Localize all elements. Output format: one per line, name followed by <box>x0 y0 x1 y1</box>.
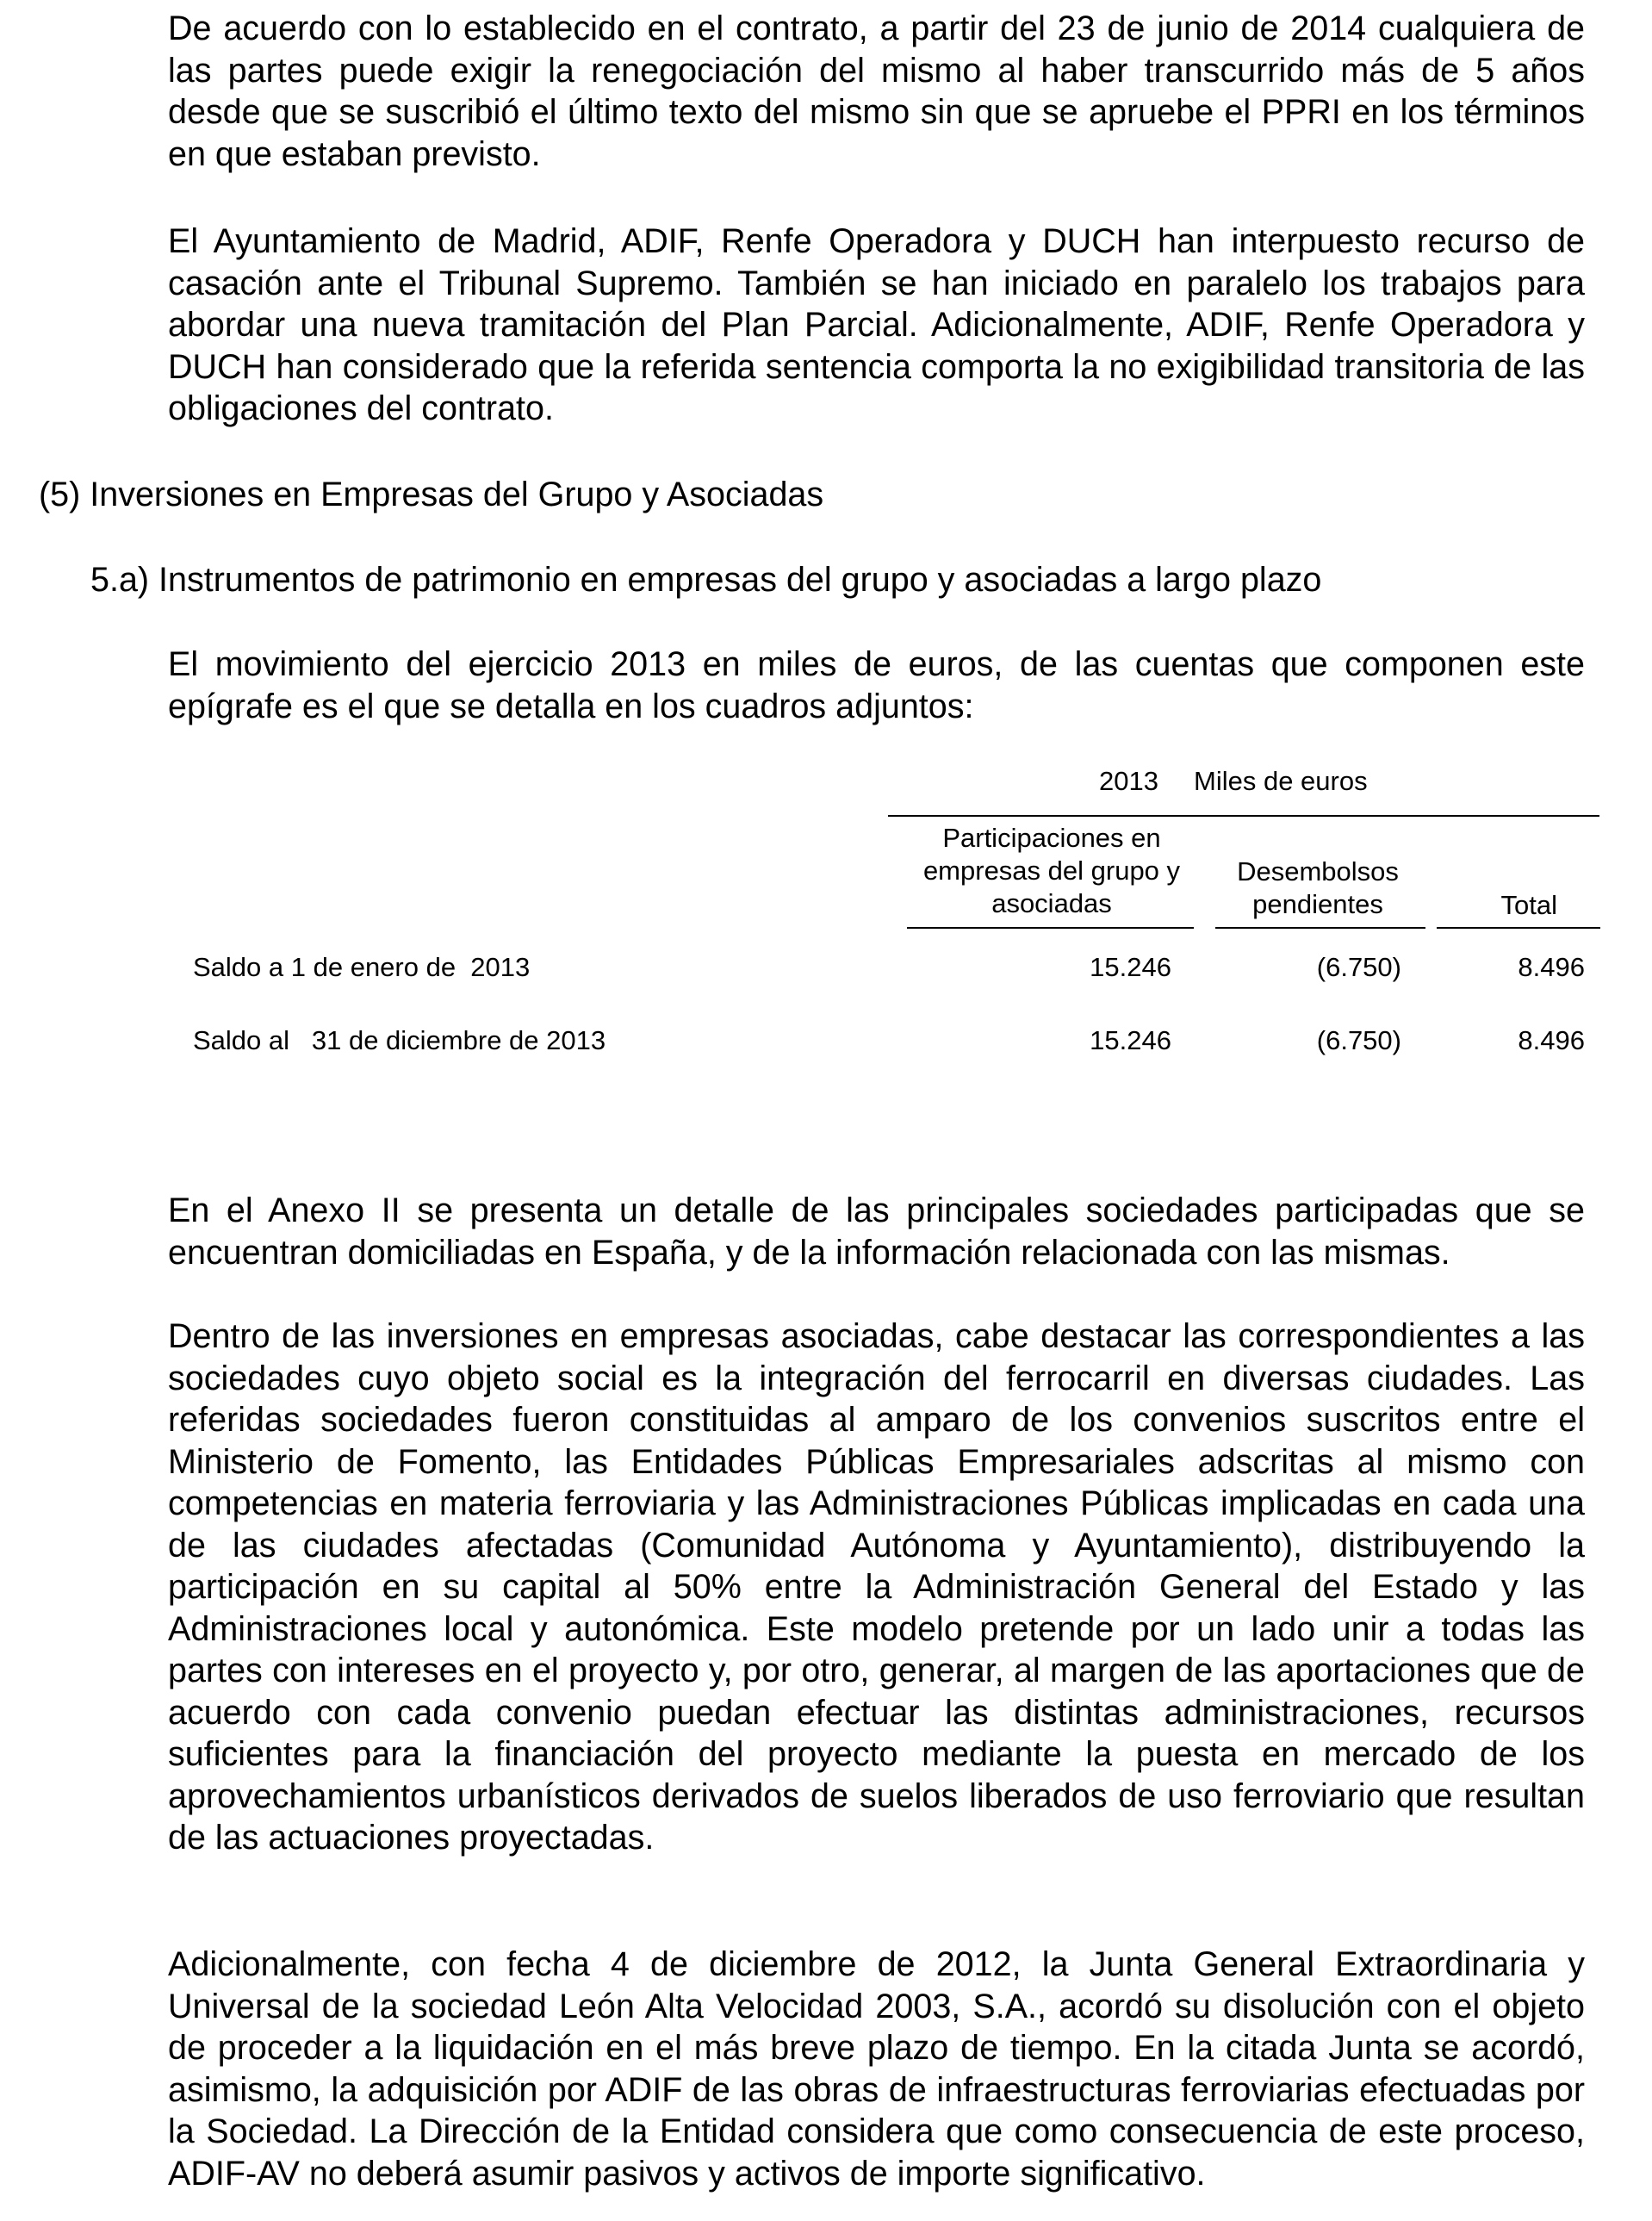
table-year-header: 2013 <box>1099 766 1158 796</box>
subsection-heading-5a: 5.a) Instrumentos de patrimonio en empresas del grupo y asociadas a largo plazo <box>90 561 1322 599</box>
table-cell: (6.750) <box>1316 1025 1401 1055</box>
table-cell: (6.750) <box>1316 952 1401 982</box>
table-units-header: Miles de euros <box>1194 766 1368 796</box>
paragraph-cassation-appeal: El Ayuntamiento de Madrid, ADIF, Renfe Operadora y DUCH han interpuesto recurso de casación ante el Tribunal Supremo. También se han iniciado en paralelo los trabajos para abordar una nueva tramitación del Plan Parcial. Adicionalmente, ADIF, Renfe Operadora y DUCH han considerado que la referida sentencia comporta la no exigibilidad transitoria de las obligaciones del contrato. <box>168 222 1585 427</box>
table-cell: 8.496 <box>1518 1025 1585 1055</box>
column-rule-total <box>1437 927 1600 929</box>
paragraph-leon-alta-velocidad: Adicionalmente, con fecha 4 de diciembre de 2012, la Junta General Extraordinaria y Universal de la sociedad León Alta Velocidad 2003, S.A., acordó su disolución con el objeto de proceder a la liquidación en el más breve plazo de tiempo. En la citada Junta se acordó, asimismo, la adquisición por ADIF de las obras de infraestructuras ferroviarias efectuadas por la Sociedad. La Dirección de la Entidad considera que como consecuencia de este proceso, ADIF-AV no deberá asumir pasivos y activos de importe significativo. <box>168 1945 1585 2193</box>
table-cell: 15.246 <box>1090 952 1171 982</box>
column-rule-desembolsos <box>1215 927 1425 929</box>
column-header-participaciones: Participaciones en empresas del grupo y asociadas <box>922 823 1181 918</box>
table-cell: 15.246 <box>1090 1025 1171 1055</box>
column-header-desembolsos: Desembolsos pendientes <box>1237 856 1399 919</box>
section-heading-5: (5) Inversiones en Empresas del Grupo y Asociadas <box>39 476 824 513</box>
table-row-label: Saldo al 31 de diciembre de 2013 <box>193 1025 606 1055</box>
column-rule-participaciones <box>907 927 1194 929</box>
paragraph-associated-companies: Dentro de las inversiones en empresas asociadas, cabe destacar las correspondientes a las sociedades cuyo objeto social es la integración del ferrocarril en diversas ciudades. Las referidas sociedades fueron constituidas al amparo de los convenios suscritos entre el Ministerio de Fomento, las Entidades Públicas Empresariales adscritas al mismo con competencias en materia ferroviaria y las Administraciones Públicas implicadas en cada una de las ciudades afectadas (Comunidad Autónoma y Ayuntamiento), distribuyendo la participación en su capital al 50% entre la Administración General del Estado y las Administraciones local y autonómica. Este modelo pretende por un lado unir a todas las partes con intereses en el proyecto y, por otro, generar, al margen de las aportaciones que de acuerdo con cada convenio puedan efectuar las distintas administraciones, recursos suficientes para la financiación del proyecto mediante la puesta en mercado de los aprovechamientos urbanísticos derivados de suelos liberados de uso ferroviario que resultan de las actuaciones proyectadas. <box>168 1317 1585 1857</box>
table-top-rule <box>888 815 1599 817</box>
paragraph-table-intro: El movimiento del ejercicio 2013 en miles de euros, de las cuentas que componen este epígrafe es el que se detalla en los cuadros adjuntos: <box>168 645 1585 725</box>
table-row-label: Saldo a 1 de enero de 2013 <box>193 952 531 982</box>
paragraph-contract-renegotiation: De acuerdo con lo establecido en el contrato, a partir del 23 de junio de 2014 cualquiera de las partes puede exigir la renegociación del mismo al haber transcurrido más de 5 años desde que se suscribió el último texto del mismo sin que se apruebe el PPRI en los términos en que estaban previsto. <box>168 9 1585 173</box>
paragraph-annex-ii: En el Anexo II se presenta un detalle de las principales sociedades participadas que se encuentran domiciliadas en España, y de la información relacionada con las mismas. <box>168 1191 1585 1272</box>
column-header-total: Total <box>1500 890 1557 920</box>
table-cell: 8.496 <box>1518 952 1585 982</box>
